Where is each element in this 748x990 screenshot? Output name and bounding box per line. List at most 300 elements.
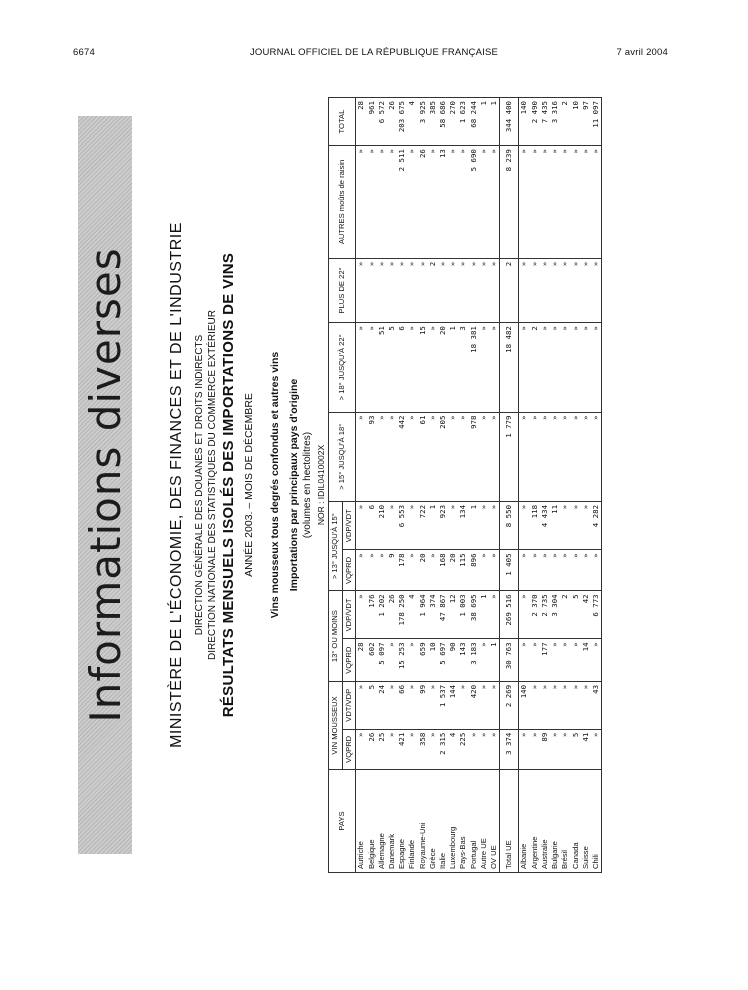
value-cell: » bbox=[356, 501, 367, 550]
value-cell: 26 bbox=[418, 146, 428, 259]
value-cell: 58 686 bbox=[438, 98, 448, 146]
table-row bbox=[356, 98, 367, 873]
value-cell: » bbox=[489, 501, 500, 550]
value-cell: » bbox=[387, 681, 397, 729]
table-row bbox=[407, 98, 417, 873]
value-cell: » bbox=[428, 412, 438, 501]
value-cell: 2 bbox=[428, 258, 438, 322]
value-cell: » bbox=[489, 146, 500, 259]
value-cell: » bbox=[479, 639, 489, 681]
value-cell: » bbox=[489, 258, 500, 322]
value-cell: » bbox=[407, 681, 417, 729]
banner-title: Informations diverses bbox=[80, 247, 130, 723]
header-autres: AUTRES moûts de raisin bbox=[329, 146, 356, 259]
value-cell: 5 697 bbox=[438, 639, 448, 681]
value-cell: 4 bbox=[407, 98, 417, 146]
value-cell: 61 bbox=[418, 412, 428, 501]
value-cell: » bbox=[550, 729, 560, 769]
value-cell: 2 bbox=[500, 258, 519, 322]
value-cell: » bbox=[550, 550, 560, 591]
value-cell: 20 bbox=[438, 323, 448, 412]
value-cell: » bbox=[560, 550, 570, 591]
value-cell: » bbox=[581, 323, 591, 412]
value-cell: 269 516 bbox=[500, 591, 519, 639]
value-cell: 978 bbox=[469, 412, 479, 501]
header-pays: PAYS bbox=[329, 770, 356, 873]
value-cell: 26 bbox=[367, 729, 377, 769]
country-cell: Argentine bbox=[530, 770, 540, 873]
table-row bbox=[448, 98, 458, 873]
country-cell: Autriche bbox=[356, 770, 367, 873]
value-cell: » bbox=[530, 681, 540, 729]
value-cell: 210 bbox=[377, 501, 387, 550]
value-cell: 10 bbox=[571, 98, 581, 146]
value-cell: » bbox=[448, 258, 458, 322]
year-month-line: ANNÉE 2003. – MOIS DE DÉCEMBRE bbox=[243, 393, 255, 577]
value-cell: » bbox=[489, 591, 500, 639]
value-cell: » bbox=[560, 412, 570, 501]
value-cell: » bbox=[530, 729, 540, 769]
value-cell: 6 572 bbox=[377, 98, 387, 146]
header-total: TOTAL bbox=[329, 98, 356, 146]
value-cell: » bbox=[387, 146, 397, 259]
value-cell: 8 239 bbox=[500, 146, 519, 259]
value-cell: » bbox=[438, 258, 448, 322]
value-cell: » bbox=[571, 258, 581, 322]
value-cell: 5 bbox=[571, 729, 581, 769]
value-cell: » bbox=[377, 412, 387, 501]
value-cell: » bbox=[550, 681, 560, 729]
value-cell: » bbox=[530, 550, 540, 591]
country-cell: Luxembourg bbox=[448, 770, 458, 873]
value-cell: 12 bbox=[448, 591, 458, 639]
value-cell: 5 bbox=[367, 681, 377, 729]
value-cell: 1 bbox=[428, 501, 438, 550]
value-cell: » bbox=[560, 501, 570, 550]
direction-line-2: DIRECTION NATIONALE DES STATISTIQUES DU COMMERCE EXTÉRIEUR bbox=[207, 309, 218, 661]
value-cell: » bbox=[489, 412, 500, 501]
value-cell: 722 bbox=[418, 501, 428, 550]
value-cell: » bbox=[356, 681, 367, 729]
direction-line-1: DIRECTION GÉNÉRALE DES DOUANES ET DROITS INDIRECTS bbox=[194, 334, 205, 636]
value-cell: 140 bbox=[519, 681, 530, 729]
value-cell: 2 370 bbox=[530, 591, 540, 639]
value-cell: » bbox=[591, 323, 602, 412]
value-cell: » bbox=[519, 412, 530, 501]
value-cell: » bbox=[407, 729, 417, 769]
value-cell: 15 253 bbox=[397, 639, 407, 681]
value-cell: » bbox=[591, 412, 602, 501]
country-cell: Espagne bbox=[397, 770, 407, 873]
value-cell: » bbox=[530, 412, 540, 501]
value-cell: » bbox=[560, 681, 570, 729]
value-cell: » bbox=[581, 412, 591, 501]
subtitle-wines: Vins mousseux tous degrés confondus et autres vins bbox=[269, 351, 281, 619]
table-row bbox=[560, 98, 570, 873]
table-row bbox=[591, 98, 602, 873]
subheader-vqprd: VQPRD bbox=[342, 729, 356, 769]
value-cell: » bbox=[479, 258, 489, 322]
value-cell: » bbox=[550, 323, 560, 412]
value-cell: 28 bbox=[356, 639, 367, 681]
value-cell: » bbox=[448, 146, 458, 259]
value-cell: 66 bbox=[397, 681, 407, 729]
subheader-vqprd: VQPRD bbox=[342, 639, 356, 681]
value-cell: 1 bbox=[469, 501, 479, 550]
value-cell: 10 bbox=[428, 639, 438, 681]
value-cell: » bbox=[519, 258, 530, 322]
value-cell: 178 250 bbox=[397, 591, 407, 639]
value-cell: » bbox=[571, 639, 581, 681]
value-cell: » bbox=[397, 258, 407, 322]
value-cell: 2 bbox=[560, 591, 570, 639]
value-cell: 896 bbox=[469, 550, 479, 591]
value-cell: 2 490 bbox=[530, 98, 540, 146]
value-cell: 118 bbox=[530, 501, 540, 550]
value-cell: 5 bbox=[571, 591, 581, 639]
header-15-18: > 15° JUSQU'À 18° bbox=[329, 412, 356, 501]
value-cell: » bbox=[591, 639, 602, 681]
value-cell: » bbox=[519, 639, 530, 681]
value-cell: 442 bbox=[397, 412, 407, 501]
value-cell: 168 bbox=[438, 550, 448, 591]
country-cell: Chili bbox=[591, 770, 602, 873]
value-cell: » bbox=[571, 501, 581, 550]
value-cell: » bbox=[407, 550, 417, 591]
country-cell: Finlande bbox=[407, 770, 417, 873]
value-cell: 4 bbox=[448, 729, 458, 769]
subheader-vdp-vdt: VDP/VDT bbox=[342, 591, 356, 639]
value-cell: 51 bbox=[377, 323, 387, 412]
value-cell: 90 bbox=[448, 639, 458, 681]
value-cell: » bbox=[428, 550, 438, 591]
value-cell: » bbox=[428, 146, 438, 259]
section-banner bbox=[78, 116, 132, 854]
value-cell: 4 282 bbox=[591, 501, 602, 550]
value-cell: » bbox=[560, 729, 570, 769]
value-cell: 144 bbox=[448, 681, 458, 729]
country-cell: Danemark bbox=[387, 770, 397, 873]
value-cell: » bbox=[540, 681, 550, 729]
value-cell: » bbox=[540, 323, 550, 412]
value-cell: » bbox=[448, 501, 458, 550]
table-row bbox=[479, 98, 489, 873]
value-cell: 225 bbox=[458, 729, 468, 769]
value-cell: » bbox=[387, 412, 397, 501]
value-cell: » bbox=[591, 550, 602, 591]
value-cell: 205 bbox=[438, 412, 448, 501]
value-cell: 3 183 bbox=[469, 639, 479, 681]
value-cell: » bbox=[479, 729, 489, 769]
value-cell: 97 bbox=[581, 98, 591, 146]
value-cell: 6 773 bbox=[591, 591, 602, 639]
value-cell: » bbox=[458, 412, 468, 501]
value-cell: » bbox=[356, 323, 367, 412]
value-cell: » bbox=[581, 550, 591, 591]
table-row bbox=[367, 98, 377, 873]
subtitle-imports: Importations par principaux pays d'origine bbox=[288, 378, 300, 592]
table-row bbox=[387, 98, 397, 873]
value-cell: » bbox=[560, 639, 570, 681]
value-cell: » bbox=[530, 639, 540, 681]
value-cell: 1 405 bbox=[500, 550, 519, 591]
value-cell: » bbox=[581, 681, 591, 729]
value-cell: » bbox=[387, 258, 397, 322]
value-cell: 41 bbox=[581, 729, 591, 769]
wine-imports-table bbox=[328, 97, 602, 873]
header-13-15: > 13° JUSQU'À 15° bbox=[329, 501, 343, 590]
value-cell: 3 304 bbox=[550, 591, 560, 639]
value-cell: » bbox=[428, 729, 438, 769]
value-cell: » bbox=[479, 323, 489, 412]
value-cell: » bbox=[479, 501, 489, 550]
value-cell: 42 bbox=[581, 591, 591, 639]
value-cell: 1 bbox=[479, 98, 489, 146]
value-cell: » bbox=[519, 146, 530, 259]
value-cell: » bbox=[581, 146, 591, 259]
value-cell: 15 bbox=[418, 323, 428, 412]
value-cell: » bbox=[448, 412, 458, 501]
table-row bbox=[458, 98, 468, 873]
value-cell: » bbox=[356, 146, 367, 259]
value-cell: 8 550 bbox=[500, 501, 519, 550]
value-cell: » bbox=[519, 729, 530, 769]
value-cell: » bbox=[550, 258, 560, 322]
value-cell: » bbox=[540, 258, 550, 322]
value-cell: » bbox=[530, 258, 540, 322]
value-cell: 30 763 bbox=[500, 639, 519, 681]
country-cell: Portugal bbox=[469, 770, 479, 873]
table-row bbox=[438, 98, 448, 873]
value-cell: » bbox=[560, 323, 570, 412]
subtitle-units: (volumes en hectolitres) bbox=[302, 431, 313, 539]
publication-date: 7 avril 2004 bbox=[616, 47, 668, 58]
value-cell: 18 381 bbox=[469, 323, 479, 412]
nor-reference: NOR : IDIL0410002X bbox=[316, 444, 326, 526]
table-row bbox=[530, 98, 540, 873]
value-cell: 203 675 bbox=[397, 98, 407, 146]
value-cell: » bbox=[428, 681, 438, 729]
value-cell: » bbox=[591, 258, 602, 322]
value-cell: » bbox=[377, 146, 387, 259]
value-cell: 140 bbox=[519, 98, 530, 146]
value-cell: » bbox=[387, 639, 397, 681]
value-cell: 659 bbox=[418, 639, 428, 681]
value-cell: 143 bbox=[458, 639, 468, 681]
value-cell: 420 bbox=[469, 681, 479, 729]
value-cell: 3 925 bbox=[418, 98, 428, 146]
value-cell: » bbox=[571, 550, 581, 591]
country-cell: Belgique bbox=[367, 770, 377, 873]
value-cell: 2 269 bbox=[500, 681, 519, 729]
value-cell: 1 003 bbox=[458, 591, 468, 639]
value-cell: » bbox=[560, 146, 570, 259]
subheader-vdp-vdt: VDP/VDT bbox=[342, 501, 356, 550]
value-cell: » bbox=[581, 501, 591, 550]
value-cell: 421 bbox=[397, 729, 407, 769]
value-cell: » bbox=[571, 146, 581, 259]
country-cell: Total UE bbox=[500, 770, 519, 873]
value-cell: 2 735 bbox=[540, 591, 550, 639]
table-row bbox=[550, 98, 560, 873]
ministry-title: MINISTÈRE DE L'ÉCONOMIE, DES FINANCES ET DE L'INDUSTRIE bbox=[168, 222, 185, 748]
value-cell: 602 bbox=[367, 639, 377, 681]
table-body bbox=[356, 98, 602, 873]
value-cell: 6 bbox=[367, 501, 377, 550]
value-cell: » bbox=[367, 146, 377, 259]
value-cell: 385 bbox=[428, 98, 438, 146]
value-cell: 1 964 bbox=[418, 591, 428, 639]
value-cell: » bbox=[367, 323, 377, 412]
value-cell: 1 623 bbox=[458, 98, 468, 146]
value-cell: 923 bbox=[438, 501, 448, 550]
country-cell: Autre UE bbox=[479, 770, 489, 873]
table-row bbox=[489, 98, 500, 873]
value-cell: 26 bbox=[387, 591, 397, 639]
value-cell: 177 bbox=[540, 639, 550, 681]
value-cell: » bbox=[377, 258, 387, 322]
header-vin-mousseux: VIN MOUSSEUX bbox=[329, 681, 343, 769]
value-cell: » bbox=[407, 639, 417, 681]
value-cell: 2 bbox=[560, 98, 570, 146]
value-cell: 2 bbox=[530, 323, 540, 412]
total-ue-row bbox=[500, 98, 519, 873]
value-cell: 2 315 bbox=[438, 729, 448, 769]
value-cell: » bbox=[356, 412, 367, 501]
value-cell: 115 bbox=[458, 550, 468, 591]
value-cell: » bbox=[407, 501, 417, 550]
value-cell: 28 bbox=[356, 98, 367, 146]
country-cell: Grèce bbox=[428, 770, 438, 873]
value-cell: 374 bbox=[428, 591, 438, 639]
page-number: 6674 bbox=[73, 47, 95, 58]
value-cell: 1 202 bbox=[377, 591, 387, 639]
value-cell: » bbox=[489, 681, 500, 729]
value-cell: » bbox=[560, 258, 570, 322]
value-cell: 1 bbox=[479, 591, 489, 639]
value-cell: 1 bbox=[448, 323, 458, 412]
country-cell: Suisse bbox=[581, 770, 591, 873]
value-cell: » bbox=[489, 550, 500, 591]
table-row bbox=[571, 98, 581, 873]
country-cell: Albanie bbox=[519, 770, 530, 873]
value-cell: » bbox=[407, 412, 417, 501]
table-row bbox=[540, 98, 550, 873]
value-cell: » bbox=[407, 258, 417, 322]
value-cell: » bbox=[550, 146, 560, 259]
country-cell: Canada bbox=[571, 770, 581, 873]
journal-title: JOURNAL OFFICIEL DE LA RÉPUBLIQUE FRANÇAISE bbox=[249, 47, 499, 58]
rotated-page-content bbox=[72, 91, 662, 879]
value-cell: 20 bbox=[418, 550, 428, 591]
value-cell: » bbox=[356, 550, 367, 591]
value-cell: 1 bbox=[489, 98, 500, 146]
subheader-vqprd: VQPRD bbox=[342, 550, 356, 591]
table-row bbox=[418, 98, 428, 873]
value-cell: 134 bbox=[458, 501, 468, 550]
value-cell: » bbox=[550, 639, 560, 681]
country-cell: Brésil bbox=[560, 770, 570, 873]
value-cell: » bbox=[479, 412, 489, 501]
value-cell: 13 bbox=[438, 146, 448, 259]
value-cell: 43 bbox=[591, 681, 602, 729]
value-cell: 176 bbox=[367, 591, 377, 639]
value-cell: 3 374 bbox=[500, 729, 519, 769]
value-cell: » bbox=[591, 729, 602, 769]
value-cell: » bbox=[519, 591, 530, 639]
subheader-vdt-vdp: VDT/VDP bbox=[342, 681, 356, 729]
value-cell: » bbox=[469, 729, 479, 769]
page-content bbox=[72, 91, 662, 879]
value-cell: » bbox=[571, 681, 581, 729]
value-cell: 358 bbox=[418, 729, 428, 769]
value-cell: 7 435 bbox=[540, 98, 550, 146]
header-plus-22: PLUS DE 22° bbox=[329, 258, 356, 322]
value-cell: 961 bbox=[367, 98, 377, 146]
value-cell: 11 097 bbox=[591, 98, 602, 146]
country-cell: OV UE bbox=[489, 770, 500, 873]
value-cell: » bbox=[407, 146, 417, 259]
value-cell: » bbox=[519, 501, 530, 550]
value-cell: » bbox=[479, 681, 489, 729]
value-cell: » bbox=[540, 412, 550, 501]
value-cell: » bbox=[540, 550, 550, 591]
value-cell: 5 097 bbox=[377, 639, 387, 681]
value-cell: 11 bbox=[550, 501, 560, 550]
value-cell: » bbox=[387, 729, 397, 769]
value-cell: 5 690 bbox=[469, 146, 479, 259]
table-row bbox=[469, 98, 479, 873]
value-cell: 4 bbox=[407, 591, 417, 639]
value-cell: » bbox=[530, 146, 540, 259]
value-cell: » bbox=[356, 591, 367, 639]
value-cell: 2 511 bbox=[397, 146, 407, 259]
value-cell: 1 779 bbox=[500, 412, 519, 501]
value-cell: » bbox=[377, 550, 387, 591]
value-cell: » bbox=[367, 550, 377, 591]
value-cell: » bbox=[571, 323, 581, 412]
value-cell: » bbox=[550, 412, 560, 501]
value-cell: » bbox=[591, 146, 602, 259]
table-row bbox=[428, 98, 438, 873]
value-cell: 178 bbox=[397, 550, 407, 591]
value-cell: 20 bbox=[448, 550, 458, 591]
value-cell: 38 695 bbox=[469, 591, 479, 639]
value-cell: 4 434 bbox=[540, 501, 550, 550]
country-cell: Pays-Bas bbox=[458, 770, 468, 873]
value-cell: » bbox=[469, 258, 479, 322]
country-cell: Royaume-Uni bbox=[418, 770, 428, 873]
value-cell: 6 bbox=[397, 323, 407, 412]
value-cell: » bbox=[428, 323, 438, 412]
value-cell: » bbox=[367, 258, 377, 322]
value-cell: » bbox=[458, 258, 468, 322]
value-cell: » bbox=[489, 729, 500, 769]
value-cell: » bbox=[458, 681, 468, 729]
header-13-ou-moins: 13° OU MOINS bbox=[329, 591, 343, 682]
table-row bbox=[581, 98, 591, 873]
value-cell: » bbox=[489, 323, 500, 412]
value-cell: » bbox=[571, 412, 581, 501]
table-row bbox=[397, 98, 407, 873]
value-cell: 1 537 bbox=[438, 681, 448, 729]
value-cell: 89 bbox=[540, 729, 550, 769]
header-18-22: > 18° JUSQU'À 22° bbox=[329, 323, 356, 412]
value-cell: » bbox=[479, 550, 489, 591]
value-cell: 3 bbox=[458, 323, 468, 412]
value-cell: » bbox=[418, 258, 428, 322]
country-cell: Italie bbox=[438, 770, 448, 873]
